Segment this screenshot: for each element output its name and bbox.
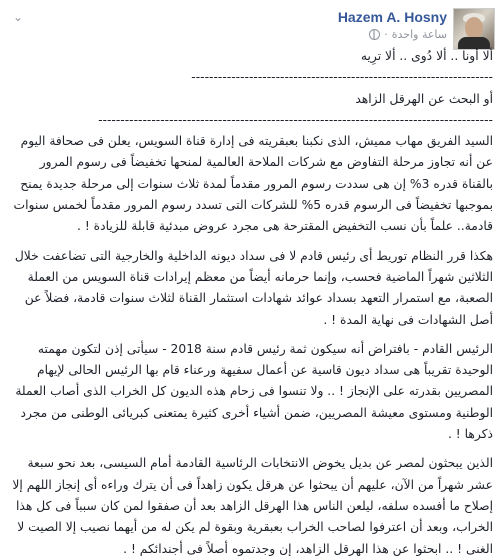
divider-line: ----------------------------------------------------------------------------------------- [98, 112, 493, 127]
post-paragraph: الذين يبحثون لمصر عن بديل يخوض الانتخابات الرئاسية القادمة أمام السيسى، بعد نحو سبعة عشر شهراً من الآن، عليهم أن يبحثوا عن هرقل يكون زاهداً فى أن يترك وراءه أى إنجاز اللهم إلا إصلاح ما أفسده سلفه، ليلعن الناس هذا الهرقل الزاهد بعد أن صفقوا لمن كان سبباً فى كل هذا الخراب، وبعد أن اعترفوا لصاحب الخراب بعبقرية وبقوة لم يكن له من أيهما نصيب إلا الصيت لا الغنى ! .. ابحثوا عن هذا الهرقل الزاهد، إن وجدتموه أصلاً فى أجندائكم ! . [12, 456, 493, 556]
avatar-face [465, 17, 483, 39]
author-name[interactable]: Hazem A. Hosny [337, 9, 447, 25]
post-line: ألا أونا .. ألا دُوى .. ألا ترِيه [360, 49, 493, 63]
post-paragraph: هكذا قرر النظام توريط أى رئيس قادم لا فى سداد ديونه الداخلية والخارجية التى تضاعفت خلال الثلاثين شهراً الماضية فحسب، وإنما حرمانه أيضاً من معظم إيرادات قناة السويس من العملة الصعبة، مع استمرار التعهد بسداد عوائد شهادات استثمار القناة لثلاث سنوات قادمة، فضلاً عن أصل الشهادات فى نهاية المدة ! . [14, 248, 493, 327]
divider-line: -------------------------------------------------------------------- [191, 70, 493, 85]
dot-separator: · [384, 28, 388, 41]
globe-icon [369, 29, 380, 40]
post-content [10, 46, 493, 560]
chevron-down-icon[interactable]: ⌄ [12, 10, 24, 24]
avatar[interactable] [453, 8, 495, 50]
post-subtitle: أو البحث عن الهرقل الزاهد [355, 91, 493, 106]
post-paragraph: السيد الفريق مهاب مميش، الذى نكبنا بعبقريته فى إدارة قناة السويس، يعلن فى صحافة اليوم عن أنه تجاوز مرحلة التفاوض مع شركات الملاحة العالمية لمنحها تخفيضاً فى رسوم المرور بالقناة قدره 3% إن هى سددت رسوم المرور مقدماً لمدة ثلاث سنوات إلى مرحلة جديدة يمنح بموجبها تخفيضاً فى الرسوم قدره 5% للشركات التى تسدد رسوم المرور مقدماً لخمس سنوات قادمة.. علماً بأن نسب التخفيض المقترحة هى مجرد عروض مبدئية قابلة للزيادة ! . [13, 134, 493, 234]
post-meta [369, 28, 447, 41]
post-paragraph: الرئيس القادم - بافتراض أنه سيكون ثمة رئيس قادم سنة 2018 - سيأتى إذن لتكون مهمته الوحيدة تقريباً هى سداد ديون قاسية عن أعمال سفيهة ورعناء قام بها الرئيس الحالى لإيهام المصريين بقدرته على الإنجاز ! .. ولا تنسوا فى زحام هذه الديون كل الخراب الذى أصاب العملة الوطنية ومستوى معيشة المصريين، ضمن أشياء أخرى كثيرة يمتعنى كبريائى الوطنى من مجرد ذكرها ! . [15, 341, 493, 442]
post-time[interactable]: ساعة واحدة [391, 28, 447, 41]
